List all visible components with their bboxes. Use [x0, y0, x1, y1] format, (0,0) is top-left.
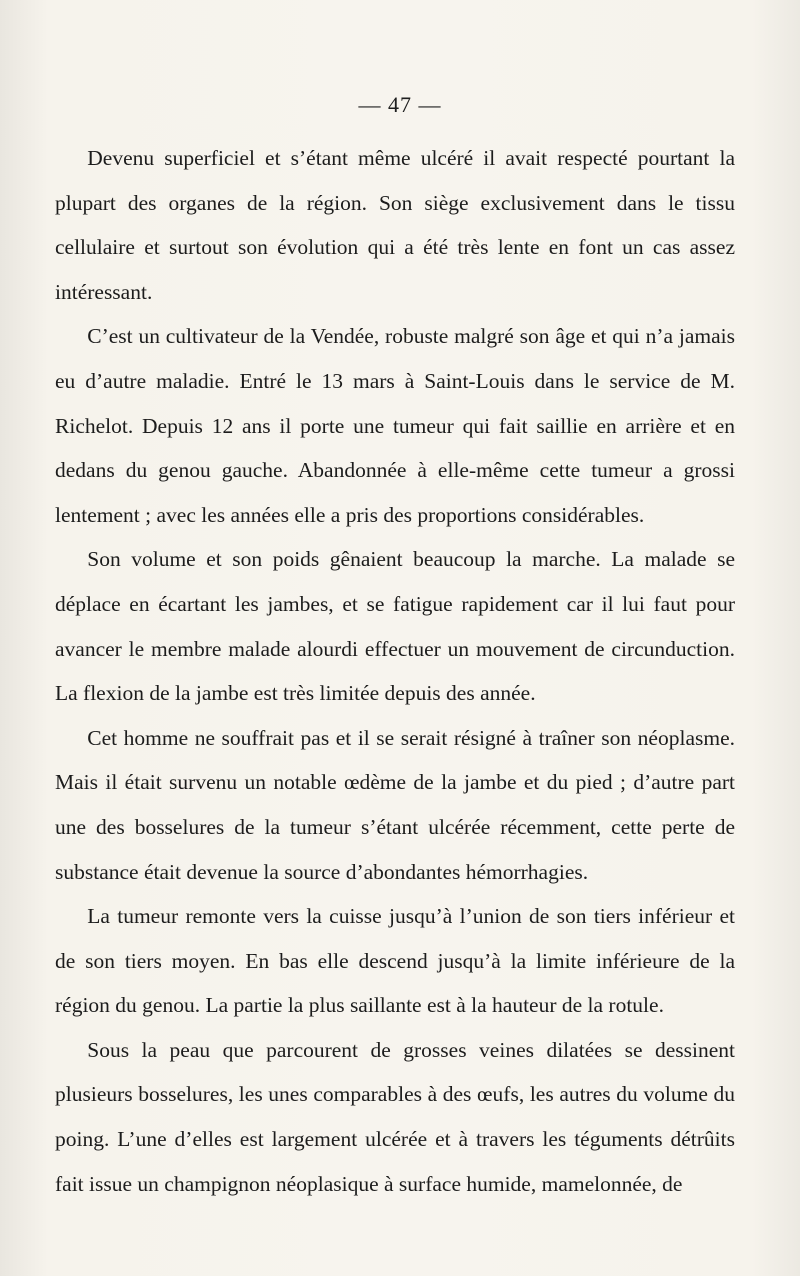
paragraph-4: Cet homme ne souffrait pas et il se serait résigné à traîner son néoplasme. Mais il était survenu un notable œdème de la jambe et du pied ; d’autre part une des bosselures de la tumeur s’étant ulcérée récemment, cette perte de substance était devenue la source d’abondantes hémorrhagies. [55, 725, 735, 884]
paragraph-5: La tumeur remonte vers la cuisse jusqu’à l’union de son tiers inférieur et de son tiers moyen. En bas elle descend jusqu’à la limite inférieure de la région du genou. La partie la plus saillante est à la hauteur de la rotule. [55, 904, 735, 1018]
paragraph-2: C’est un cultivateur de la Vendée, robuste malgré son âge et qui n’a jamais eu d’autre maladie. Entré le 13 mars à Saint-Louis dans le service de M. Richelot. Depuis 12 ans il porte une tumeur qui fait saillie en arrière et en dedans du genou gauche. Abandonnée à elle-même cette tumeur a grossi lentement ; avec les années elle a pris des proportions considérables. [55, 324, 735, 527]
paragraph-1: Devenu superficiel et s’étant même ulcéré il avait respecté pourtant la plupart des organes de la région. Son siège exclusivement dans le tissu cellulaire et surtout son évolution qui a été très lente en font un cas assez intéressant. [55, 146, 735, 304]
paragraph-3: Son volume et son poids gênaient beaucoup la marche. La malade se déplace en écartant les jambes, et se fatigue rapidement car il lui faut pour avancer le membre malade alourdi effectuer un mouvement de circunduction. La flexion de la jambe est très limitée depuis des année. [55, 547, 735, 706]
page-number: — 47 — [358, 92, 442, 117]
body-text [55, 136, 735, 1206]
paragraph-6: Sous la peau que parcourent de grosses veines dilatées se dessinent plusieurs bosselures, les unes comparables à des œufs, les autres du volume du poing. L’une d’elles est largement ulcérée et à travers les téguments détrûits fait issue un champignon néoplasique à surface humide, mamelonnée, de [55, 1037, 735, 1196]
